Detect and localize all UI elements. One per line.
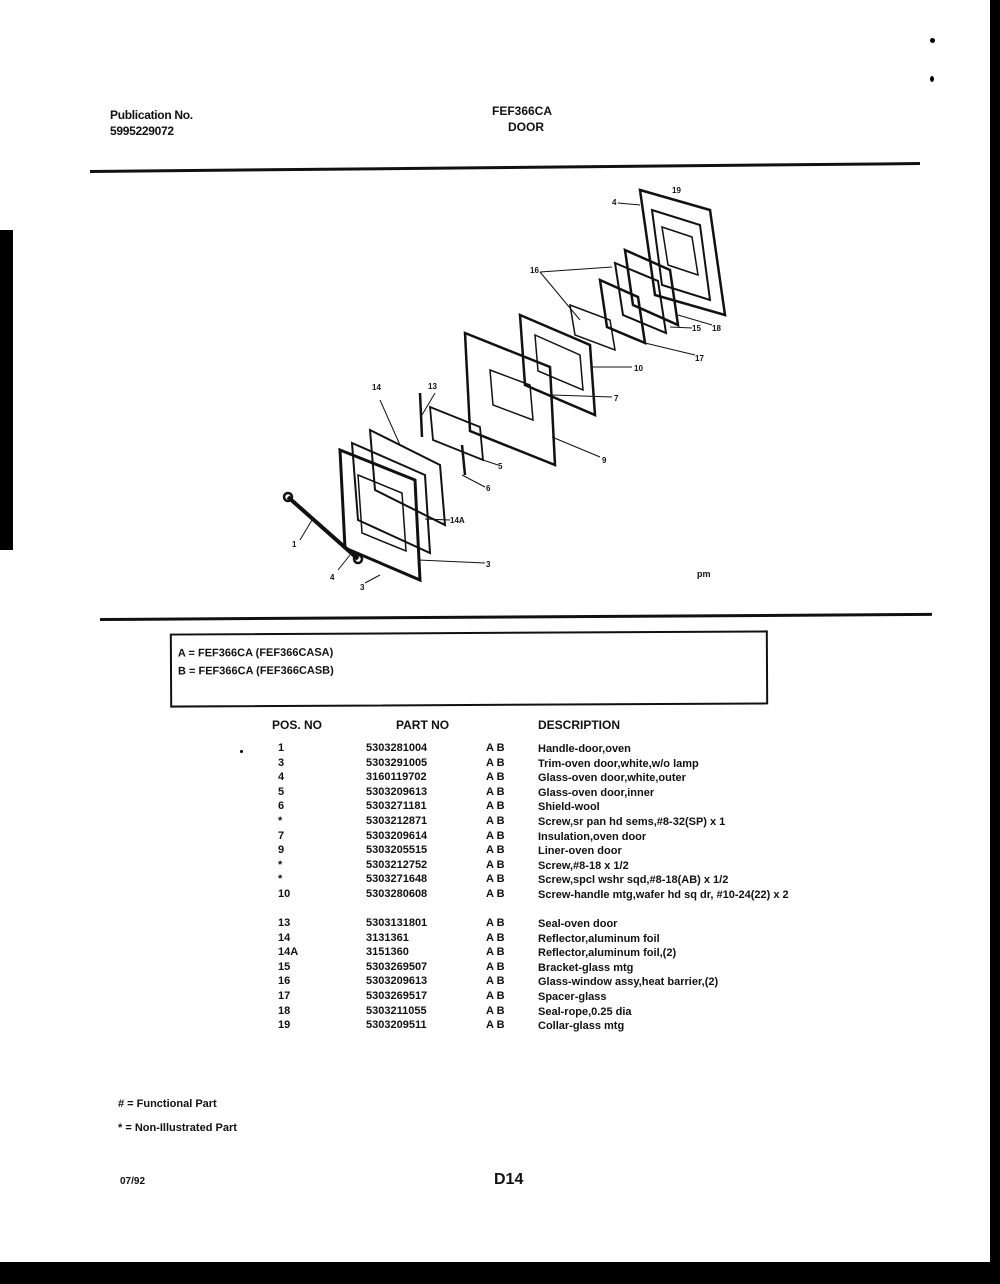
col-header-desc: DESCRIPTION	[538, 718, 621, 732]
table-row	[272, 888, 832, 917]
description-cell: Bracket-glass mtg	[538, 961, 634, 974]
section-title: DOOR	[508, 120, 544, 134]
table-row	[272, 757, 832, 772]
model-key-a: A = FEF366CA (FEF366CASA)	[177, 646, 334, 660]
callout-7: 7	[614, 394, 619, 403]
model-applicability-cell: A B	[486, 873, 505, 886]
callout-17: 17	[695, 354, 704, 363]
callout-14: 14	[372, 383, 381, 392]
header-divider	[90, 162, 920, 173]
page-number: D14	[494, 1171, 524, 1188]
liner-part	[465, 333, 555, 465]
part-number-cell: 5303131801	[366, 916, 428, 929]
col-header-part: PART NO	[396, 718, 450, 732]
pos-cell: *	[278, 814, 283, 827]
description-cell: Liner-oven door	[538, 845, 622, 858]
model-applicability-cell: A B	[486, 742, 505, 754]
publication-number: 5995229072	[110, 124, 174, 138]
callout-19: 19	[672, 186, 681, 195]
callout-15: 15	[692, 324, 701, 333]
model-applicability-cell: A B	[486, 858, 505, 871]
table-row	[272, 946, 832, 961]
description-cell: Collar-glass mtg	[538, 1020, 625, 1033]
description-cell: Reflector,aluminum foil	[538, 932, 660, 945]
model-key-box	[170, 630, 768, 707]
part-number-cell: 5303212871	[366, 814, 428, 827]
table-row	[272, 815, 832, 830]
part-number-cell: 5303280608	[366, 887, 428, 900]
publication-label: Publication No.	[110, 108, 193, 122]
pos-cell: 18	[278, 1004, 291, 1017]
pos-cell: 16	[278, 975, 291, 988]
model-applicability-cell: A B	[486, 771, 505, 784]
pos-cell: 1	[278, 742, 285, 754]
part-number-cell: 5303212752	[366, 858, 428, 871]
table-row	[272, 844, 832, 859]
part-number-cell: 5303209511	[366, 1019, 427, 1032]
collar-frame-part	[640, 190, 725, 315]
part-number-cell: 5303269517	[366, 989, 428, 1002]
model-applicability-cell: A B	[486, 844, 505, 857]
legend-non-illustrated: * = Non-Illustrated Part	[118, 1122, 237, 1134]
part-number-cell: 5303205515	[366, 844, 428, 857]
description-cell: Spacer-glass	[538, 990, 607, 1003]
description-cell: Screw-handle mtg,wafer hd sq dr, #10-24(22) x 2	[538, 888, 789, 901]
parts-list	[272, 742, 832, 1034]
pos-cell: 9	[278, 844, 285, 857]
callout-4: 4	[612, 198, 617, 207]
table-row	[272, 873, 832, 888]
part-number-cell: 3151360	[366, 946, 409, 959]
callout-6: 6	[486, 484, 491, 493]
pos-cell: *	[278, 873, 283, 886]
model-applicability-cell: A B	[486, 960, 505, 973]
table-row	[272, 742, 832, 757]
model-applicability-cell: A B	[486, 814, 505, 827]
model-applicability-cell: A B	[486, 800, 505, 813]
model-key-b: B = FEF366CA (FEF366CASB)	[177, 664, 334, 678]
part-number-cell: 5303209614	[366, 829, 428, 842]
col-header-pos: POS. NO	[272, 718, 323, 732]
table-row	[272, 961, 832, 976]
part-number-cell: 5303271648	[366, 873, 428, 886]
description-cell: Seal-oven door	[538, 917, 618, 930]
model-applicability-cell: A B	[486, 916, 505, 929]
part-number-cell: 5303209613	[366, 785, 428, 798]
model-applicability-cell: A B	[486, 1004, 505, 1017]
callout-9: 9	[602, 456, 607, 465]
description-cell: Handle-door,oven	[538, 743, 631, 755]
callout-3b: 3	[360, 583, 365, 592]
scan-speck	[930, 38, 935, 43]
model-applicability-cell: A B	[486, 1019, 505, 1032]
exploded-door-diagram	[240, 175, 800, 605]
description-cell: Shield-wool	[538, 801, 600, 814]
table-row	[272, 786, 832, 801]
description-cell: Seal-rope,0.25 dia	[538, 1005, 632, 1018]
model-applicability-cell: A B	[486, 989, 505, 1002]
pos-cell: 7	[278, 829, 285, 842]
description-cell: Glass-oven door,white,outer	[538, 772, 686, 785]
part-number-cell: 5303281004	[366, 742, 428, 754]
door-trim-part	[340, 450, 420, 580]
model-number: FEF366CA	[492, 104, 553, 118]
pos-cell: 14A	[278, 946, 299, 959]
revision-date: 07/92	[120, 1176, 146, 1187]
model-applicability-cell: A B	[486, 785, 505, 798]
diagram-divider	[100, 613, 932, 621]
callout-3: 3	[486, 560, 491, 569]
description-cell: Reflector,aluminum foil,(2)	[538, 947, 677, 960]
callout-1: 1	[292, 540, 297, 549]
table-row	[272, 1005, 832, 1020]
table-row	[272, 859, 832, 874]
scan-edge-bar	[0, 230, 13, 550]
scan-speck	[930, 76, 934, 82]
pos-cell: 3	[278, 756, 285, 769]
part-number-cell: 5303211055	[366, 1004, 427, 1017]
table-row	[272, 917, 832, 932]
diagram-code: pm	[697, 569, 711, 579]
callout-10: 10	[634, 364, 643, 373]
table-row	[272, 932, 832, 947]
description-cell: Glass-oven door,inner	[538, 786, 655, 799]
description-cell: Screw,#8-18 x 1/2	[538, 859, 629, 872]
model-applicability-cell: A B	[486, 756, 505, 769]
description-cell: Screw,sr pan hd sems,#8-32(SP) x 1	[538, 815, 726, 828]
scan-speck	[240, 750, 243, 753]
model-applicability-cell: A B	[486, 946, 505, 959]
table-row	[272, 800, 832, 815]
model-applicability-cell: A B	[486, 931, 505, 944]
pos-cell: 13	[278, 916, 291, 929]
description-cell: Screw,spcl wshr sqd,#8-18(AB) x 1/2	[538, 874, 729, 887]
pos-cell: 14	[278, 931, 291, 944]
part-number-cell: 5303209613	[366, 975, 428, 988]
callout-18: 18	[712, 324, 721, 333]
description-cell: Trim-oven door,white,w/o lamp	[538, 757, 699, 770]
legend-functional: # = Functional Part	[118, 1098, 217, 1110]
callout-5: 5	[498, 462, 503, 471]
pos-cell: 15	[278, 960, 291, 973]
part-number-cell: 5303269507	[366, 960, 428, 973]
pos-cell: 17	[278, 989, 291, 1002]
callout-14A: 14A	[450, 516, 465, 525]
table-row	[272, 830, 832, 845]
description-cell: Glass-window assy,heat barrier,(2)	[538, 976, 719, 989]
table-row	[272, 1019, 832, 1034]
pos-cell: 10	[278, 887, 291, 900]
pos-cell: 19	[278, 1019, 291, 1032]
pos-cell: 4	[278, 771, 285, 784]
door-handle-part	[288, 497, 358, 559]
pos-cell: 6	[278, 800, 285, 813]
part-number-cell: 5303271181	[366, 800, 427, 813]
model-applicability-cell: A B	[486, 829, 505, 842]
pos-cell: 5	[278, 785, 285, 798]
model-applicability-cell: A B	[486, 975, 505, 988]
part-number-cell: 3131361	[366, 931, 409, 944]
callout-16: 16	[530, 266, 539, 275]
table-row	[272, 990, 832, 1005]
table-row	[272, 771, 832, 786]
callout-13: 13	[428, 382, 437, 391]
pos-cell: *	[278, 858, 283, 871]
table-row	[272, 975, 832, 990]
model-applicability-cell: A B	[486, 887, 505, 900]
callout-4b: 4	[330, 573, 335, 582]
description-cell: Insulation,oven door	[538, 830, 647, 843]
part-number-cell: 3160119702	[366, 771, 427, 784]
part-number-cell: 5303291005	[366, 756, 428, 769]
